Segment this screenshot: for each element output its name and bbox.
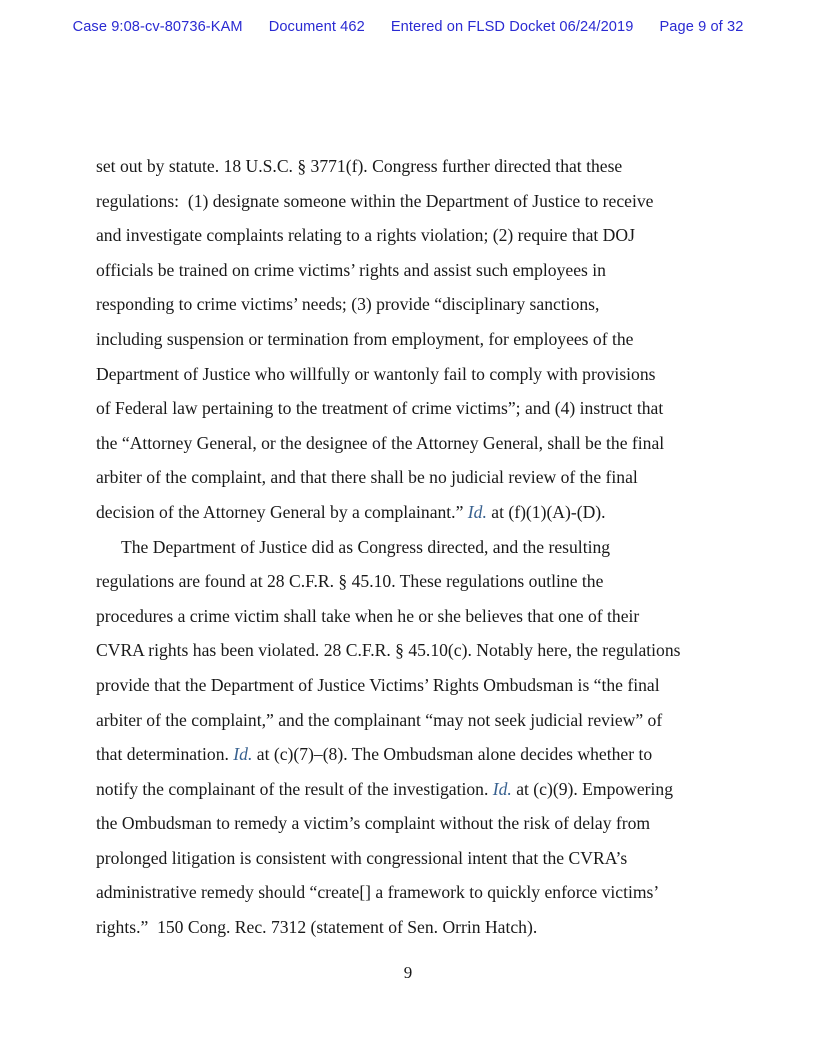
text-segment: arbiter of the complaint, and that there shall be no judicial review of the final: [96, 467, 638, 488]
text-line: [96, 253, 736, 288]
text-segment: that determination.: [96, 744, 234, 765]
text-line: [96, 703, 736, 738]
text-segment: and investigate complaints relating to a rights violation; (2) require that DOJ: [96, 225, 635, 246]
text-line: [96, 599, 736, 634]
document-number: Document 462: [268, 19, 365, 35]
text-segment: arbiter of the complaint,” and the complainant “may not seek judicial review” of: [96, 709, 663, 730]
text-line: [96, 322, 736, 357]
text-line: [96, 460, 736, 495]
docket-entry: Entered on FLSD Docket 06/24/2019: [390, 19, 634, 35]
text-line: [96, 149, 736, 184]
text-line: [96, 772, 736, 807]
case-number: Case 9:08-cv-80736-KAM: [72, 19, 243, 35]
citation-id: Id.: [467, 501, 487, 522]
text-segment: notify the complainant of the result of the investigation.: [96, 778, 493, 799]
text-segment: officials be trained on crime victims’ rights and assist such employees in: [96, 259, 606, 280]
text-line: [96, 357, 736, 392]
text-line: [96, 841, 736, 876]
text-line: [96, 737, 736, 772]
text-line: [96, 564, 736, 599]
document-body: [96, 149, 736, 945]
text-line: [96, 806, 736, 841]
citation-id: Id.: [233, 744, 253, 765]
text-line: [96, 495, 736, 530]
text-segment: rights.” 150 Cong. Rec. 7312 (statement of Sen. Orrin Hatch).: [96, 917, 538, 938]
text-line: [96, 287, 736, 322]
text-line: [96, 426, 736, 461]
page-indicator: Page 9 of 32: [659, 19, 744, 35]
case-header: [0, 19, 816, 35]
text-segment: at (f)(1)(A)-(D).: [486, 501, 606, 522]
text-segment: procedures a crime victim shall take when he or she believes that one of their: [96, 605, 640, 626]
text-segment: the Ombudsman to remedy a victim’s complaint without the risk of delay from: [96, 813, 651, 834]
text-line: [96, 530, 736, 565]
text-segment: regulations are found at 28 C.F.R. § 45.10. These regulations outline the: [96, 571, 604, 592]
text-segment: Department of Justice who willfully or wantonly fail to comply with provisions: [96, 363, 656, 384]
text-segment: responding to crime victims’ needs; (3) provide “disciplinary sanctions,: [96, 294, 600, 315]
citation-id: Id.: [492, 778, 512, 799]
text-line: [96, 218, 736, 253]
text-line: [96, 391, 736, 426]
page-number: 9: [403, 963, 413, 982]
text-segment: regulations: (1) designate someone within the Department of Justice to receive: [96, 190, 654, 211]
text-segment: the “Attorney General, or the designee of the Attorney General, shall be the final: [96, 432, 665, 453]
text-segment: administrative remedy should “create[] a framework to quickly enforce victims’: [96, 882, 660, 903]
text-segment: at (c)(9). Empowering: [511, 778, 674, 799]
text-segment: set out by statute. 18 U.S.C. § 3771(f). Congress further directed that these: [96, 156, 623, 176]
text-line: [96, 910, 736, 945]
text-segment: The Department of Justice did as Congress directed, and the resulting: [121, 536, 611, 557]
text-line: [96, 668, 736, 703]
text-segment: at (c)(7)–(8). The Ombudsman alone decides whether to: [252, 744, 653, 765]
text-segment: provide that the Department of Justice Victims’ Rights Ombudsman is “the final: [96, 674, 660, 695]
text-segment: of Federal law pertaining to the treatment of crime victims”; and (4) instruct that: [96, 398, 664, 419]
text-segment: including suspension or termination from employment, for employees of the: [96, 328, 634, 349]
text-line: [96, 633, 736, 668]
text-segment: CVRA rights has been violated. 28 C.F.R. § 45.10(c). Notably here, the regulations: [96, 640, 681, 661]
text-line: [96, 184, 736, 219]
text-segment: prolonged litigation is consistent with congressional intent that the CVRA’s: [96, 847, 628, 868]
text-segment: decision of the Attorney General by a complainant.”: [96, 501, 468, 522]
text-line: [96, 875, 736, 910]
